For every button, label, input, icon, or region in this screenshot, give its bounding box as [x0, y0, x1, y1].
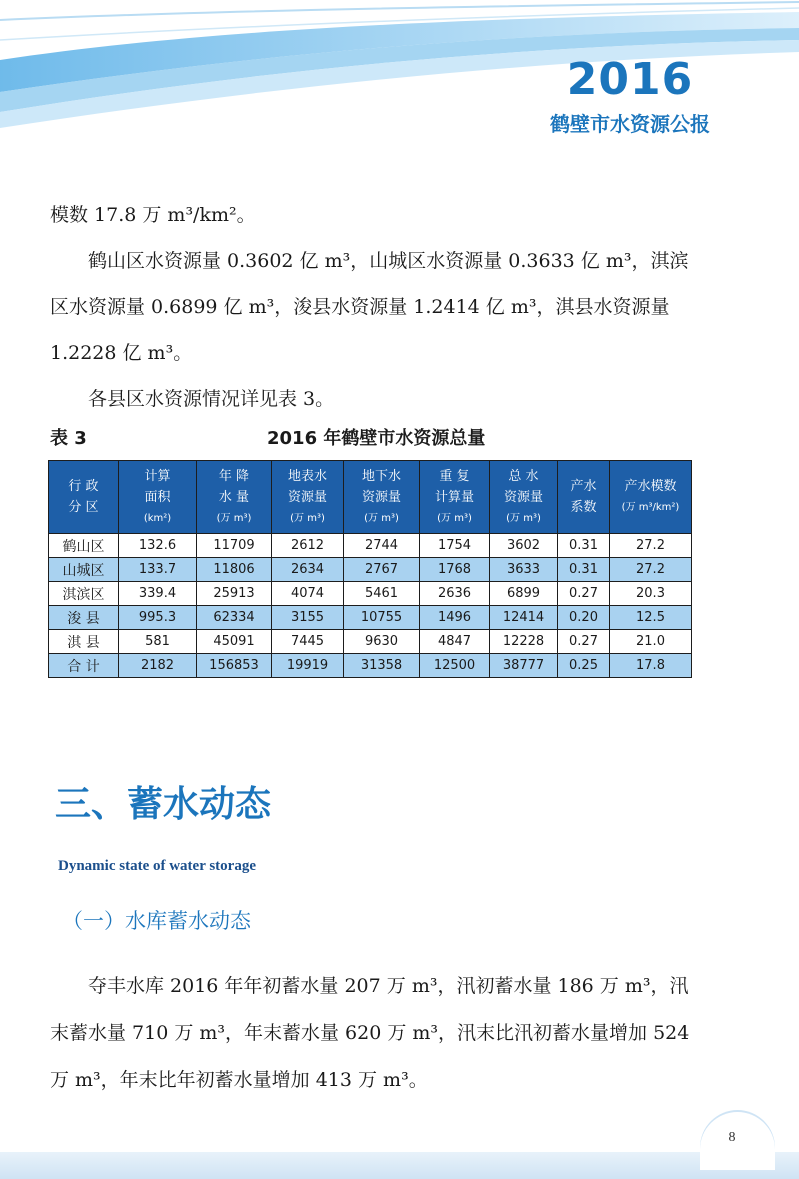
header-overlap: 重 复 计算量 (万 m³): [420, 461, 490, 534]
header-total: 总 水 资源量 (万 m³): [490, 461, 558, 534]
water-resources-table: [48, 460, 692, 678]
paragraph-modulus: 模数 17.8 万 m³/km²。: [50, 204, 256, 226]
table-row: 山城区 133.7 11806 2634 2767 1768 3633 0.31 27.2: [49, 558, 692, 582]
header-groundwater: 地下水 资源量 (万 m³): [344, 461, 420, 534]
header-yield-modulus: 产水模数 (万 m³/km²): [610, 461, 692, 534]
table-row: 鹤山区 132.6 11709 2612 2744 1754 3602 0.31 27.2: [49, 534, 692, 558]
header-title: 鹤壁市水资源公报: [550, 112, 710, 136]
page-header: [0, 0, 799, 160]
header-surface-water: 地表水 资源量 (万 m³): [272, 461, 344, 534]
table-title: 2016 年鹤壁市水资源总量: [267, 428, 486, 449]
header-yield-coefficient: 产水 系数: [558, 461, 610, 534]
header-precipitation: 年 降 水 量 (万 m³): [197, 461, 272, 534]
paragraph-reservoir-storage: 夺丰水库 2016 年年初蓄水量 207 万 m³，汛初蓄水量 186 万 m³，汛末蓄水量 710 万 m³，年末蓄水量 620 万 m³，汛末比汛初蓄水量增加 524 万 m³，年末比年初蓄水量增加 413 万 m³。: [50, 975, 690, 1091]
section-english-title: Dynamic state of water storage: [58, 858, 256, 874]
table-total-row: 合 计 2182 156853 19919 31358 12500 38777 0.25 17.8: [49, 654, 692, 678]
page-number: 8: [728, 1130, 736, 1145]
subsection-title: （一）水库蓄水动态: [62, 909, 251, 933]
table-header-row: [49, 461, 692, 534]
header-year: 2016: [566, 54, 694, 105]
section-title: 三、蓄水动态: [55, 784, 272, 825]
paragraph-district-resources: 鹤山区水资源量 0.3602 亿 m³，山城区水资源量 0.3633 亿 m³，淇滨区水资源量 0.6899 亿 m³，浚县水资源量 1.2414 亿 m³，淇县水资源量 1.2228 亿 m³。: [50, 250, 689, 364]
table-row: 淇滨区 339.4 25913 4074 5461 2636 6899 0.27 20.3: [49, 582, 692, 606]
header-district: 行 政 分 区: [49, 461, 119, 534]
table-number: 表 3: [50, 428, 87, 449]
footer-band: [0, 1152, 799, 1179]
table-row: 浚 县 995.3 62334 3155 10755 1496 12414 0.20 12.5: [49, 606, 692, 630]
table-caption: [50, 424, 690, 452]
page-number-tab: [700, 1112, 775, 1170]
paragraph-table-reference: 各县区水资源情况详见表 3。: [88, 388, 335, 410]
header-area: 计算 面积 (km²): [119, 461, 197, 534]
table-row: 淇 县 581 45091 7445 9630 4847 12228 0.27 21.0: [49, 630, 692, 654]
